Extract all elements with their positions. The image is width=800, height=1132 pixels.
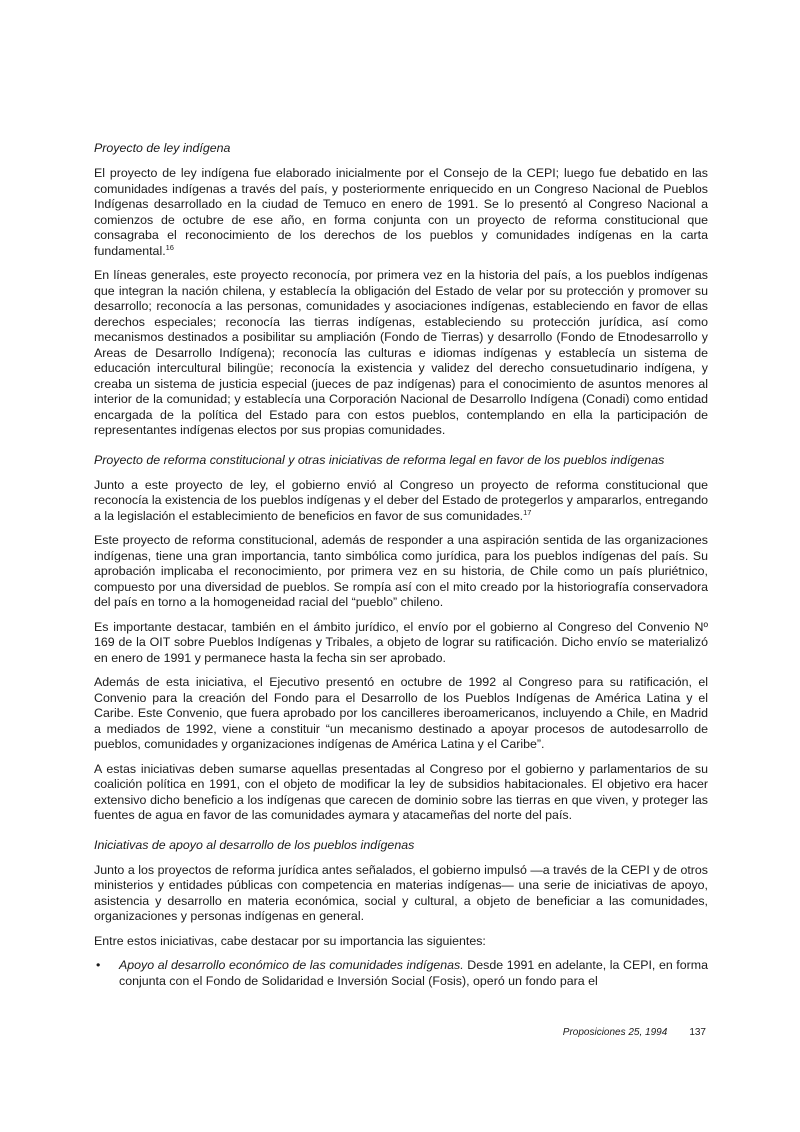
paragraph: Es importante destacar, también en el ámbito jurídico, el envío por el gobierno al Congreso del Convenio Nº 169 de la OIT sobre Pueblos Indígenas y Tribales, a objeto de lograr su ratificación. Dicho envío se materializó en enero de 1991 y permanece hasta la fecha sin ser aprobado. [94,619,708,665]
paragraph: Entre estos iniciativas, cabe destacar por su importancia las siguientes: [94,933,486,948]
paragraph: A estas iniciativas deben sumarse aquellas presentadas al Congreso por el gobierno y parlamentarios de su coalición política en 1991, con el objeto de modificar la ley de subsidios habitacionales. El objetivo era hacer extensivo dicho beneficio a los indígenas que carecen de dominio sobre las tierras en que viven, y proteger las fuentes de agua en favor de las comunidades aymara y atacameñas del norte del país. [94,761,708,822]
paragraph: Este proyecto de reforma constitucional, además de responder a una aspiración sentida de las organizaciones indígenas, tiene una gran importancia, tanto simbólica como jurídica, para los pueblos indígenas del país. Su aprobación implicaba el reconocimiento, por primera vez en su historia, de Chile como un país pluriétnico, compuesto por una diversidad de pueblos. Se rompía así con el mito creado por la historiografía conservadora del país en torno a la homogeneidad racial del “pueblo” chileno. [94,533,708,609]
document-body [94,140,708,989]
paragraph [94,478,708,525]
paragraph: Junto a los proyectos de reforma jurídica antes señalados, el gobierno impulsó —a través de la CEPI y de otros ministerios y entidades públicas con competencia en materias indígenas— una serie de iniciativas de apoyo, asistencia y desarrollo en materia económica, social y cultural, a objeto de beneficiar a las comunidades, organizaciones y personas indígenas en general. [94,862,708,923]
bullet-lead: Apoyo al desarrollo económico de las comunidades indígenas. [119,958,464,972]
page-footer [563,1027,706,1039]
section-heading-ley-indigena: Proyecto de ley indígena [94,141,231,155]
paragraph-text: Junto a este proyecto de ley, el gobierno envió al Congreso un proyecto de reforma constitucional que reconocía la existencia de los pueblos indígenas y el deber del Estado de protegerlos y ampararlos, entregando a la legislación el establecimiento de beneficios en favor de sus comunidades. [94,477,708,523]
paragraph-text: El proyecto de ley indígena fue elaborado inicialmente por el Consejo de la CEPI; luego fue debatido en las comunidades indígenas a través del país, y posteriormente enriquecido en un Congreso Nacional de Pueblos Indígenas desarrollado en la ciudad de Temuco en enero de 1991. Se lo presentó al Congreso Nacional a comienzos de octubre de ese año, en forma conjunta con un proyecto de reforma constitucional que consagraba el reconocimiento de los derechos de los pueblos y comunidades indígenas en la carta fundamental. [94,166,708,258]
paragraph: En líneas generales, este proyecto reconocía, por primera vez en la historia del país, a los pueblos indígenas que integran la nación chilena, y establecía la obligación del Estado de velar por su protección y promover su desarrollo; reconocía a las personas, comunidades y asociaciones indígenas, estableciendo en favor de ellas derechos especiales; reconocía las tierras indígenas, estableciendo su protección jurídica, así como mecanismos destinados a posibilitar su ampliación (Fondo de Tierras) y desarrollo (Fondo de Etnodesarrollo y Areas de Desarrollo Indígena); reconocía las culturas e idiomas indígenas y establecía un sistema de educación intercultural bilingüe; reconocía la existencia y validez del derecho consuetudinario indígena, y creaba un sistema de justicia especial (jueces de paz indígenas) para el conocimiento de asuntos menores al interior de la comunidad; y establecía una Corporación Nacional de Desarrollo Indígena (Conadi) como entidad encargada de la política del Estado para con estos pueblos, contemplando en ella la participación de representantes indígenas electos por sus propias comunidades. [94,268,708,437]
paragraph [94,166,708,259]
section-heading-iniciativas-apoyo: Iniciativas de apoyo al desarrollo de los pueblos indígenas [94,837,415,852]
bullet-text: Desde 1991 en adelante, la CEPI, en forma conjunta con el Fondo de Solidaridad e Inversión Social (Fosis), operó un fondo para el [119,958,708,988]
journal-citation: Proposiciones 25, 1994 [562,1027,668,1038]
section-heading-reforma-constitucional: Proyecto de reforma constitucional y otras iniciativas de reforma legal en favor de los pueblos indígenas [94,452,665,467]
paragraph: Además de esta iniciativa, el Ejecutivo presentó en octubre de 1992 al Congreso para su ratificación, el Convenio para la creación del Fondo para el Desarrollo de los Pueblos Indígenas de América Latina y el Caribe. Este Convenio, que fuera aprobado por los cancilleres iberoamericanos, incluyendo a Chile, en Madrid a mediados de 1992, viene a constituir “un mecanismo destinado a apoyar procesos de autodesarrollo de pueblos, comunidades y organizaciones indígenas de América Latina y el Caribe”. [94,675,708,751]
bullet-icon: • [96,958,101,972]
footnote-ref: 17 [523,507,532,517]
page-number: 137 [689,1027,706,1038]
footnote-ref: 16 [165,242,174,252]
bullet-item [94,958,708,989]
